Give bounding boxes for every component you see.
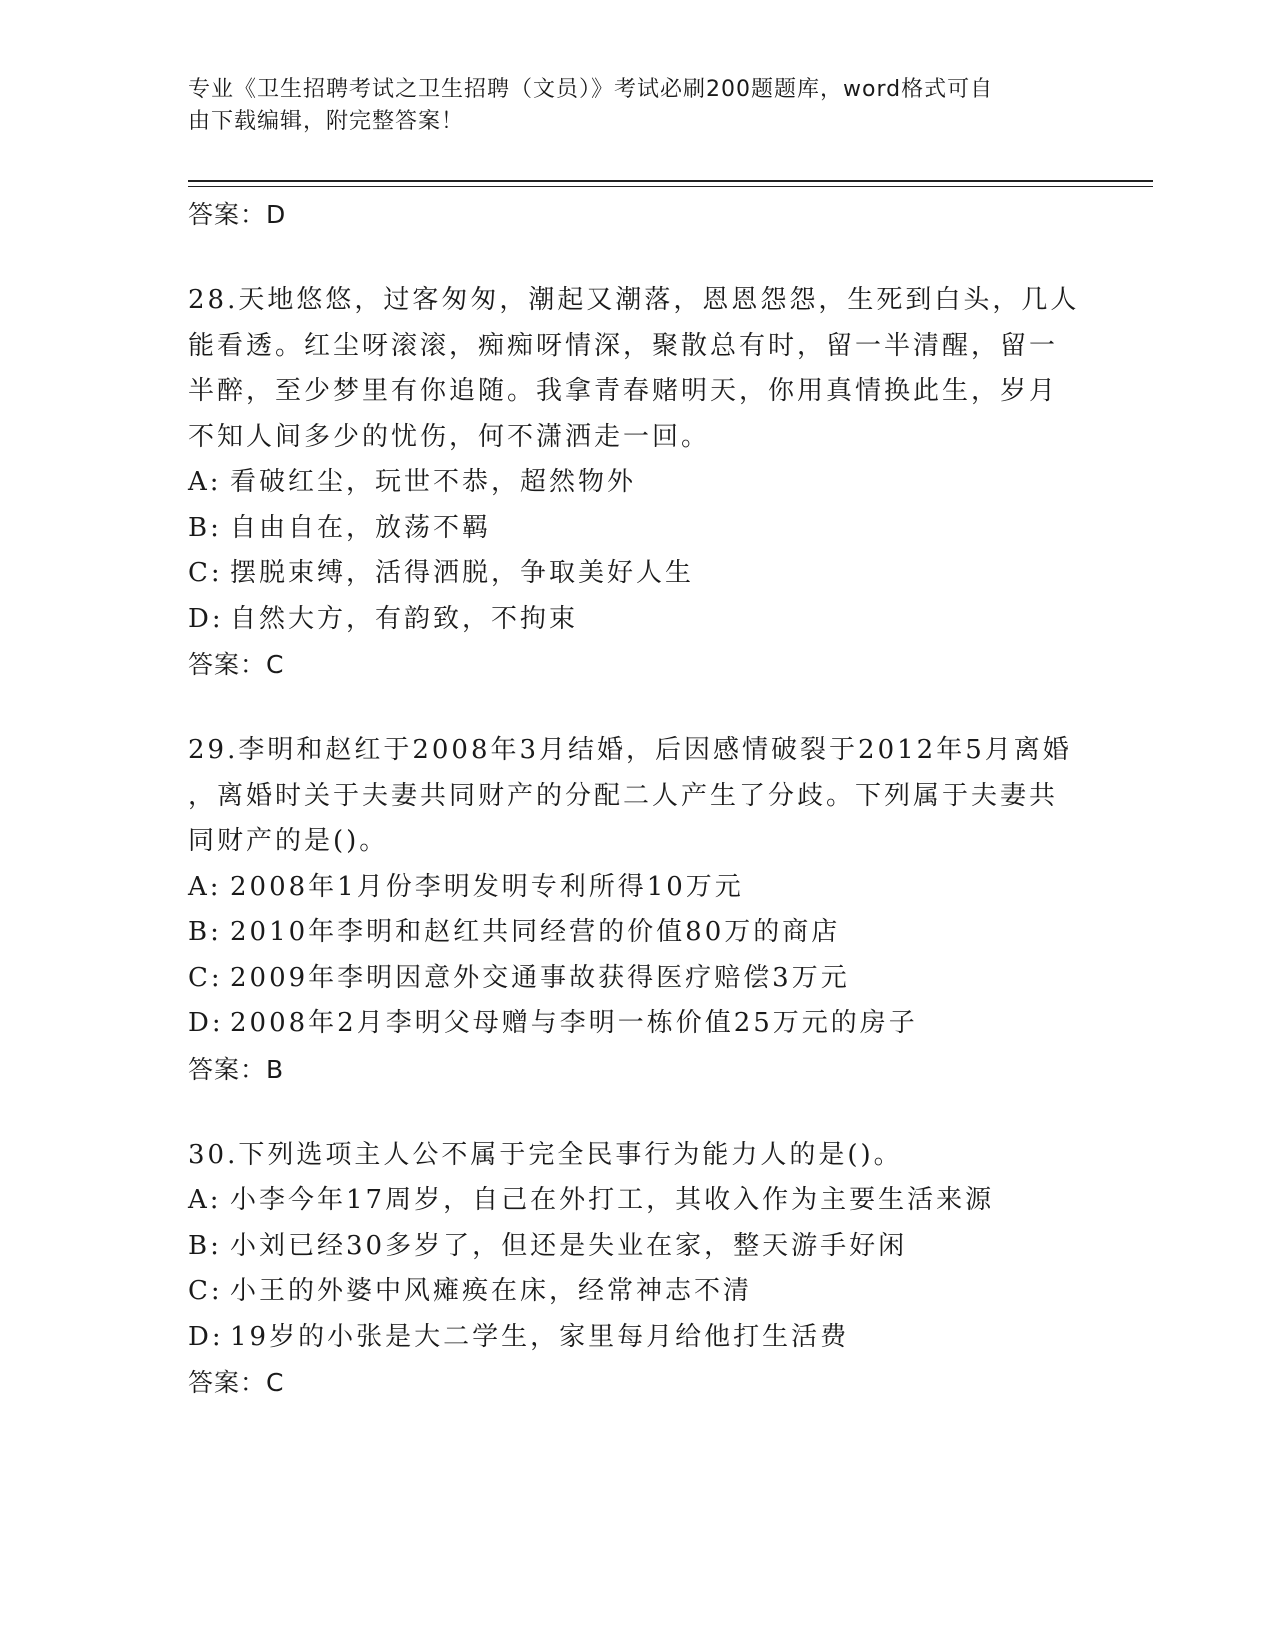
option-c	[188, 551, 1088, 597]
option-c	[188, 1269, 1088, 1315]
question-stem	[188, 1133, 1088, 1179]
option-text: 19岁的小张是大二学生，家里每月给他打生活费	[230, 1321, 850, 1352]
option-text: 小李今年17周岁，自己在外打工，其收入作为主要生活来源	[230, 1185, 995, 1215]
option-d	[188, 1315, 1088, 1361]
option-text: 2010年李明和赵红共同经营的价值80万的商店	[230, 917, 841, 947]
header-divider-thin	[188, 186, 1153, 187]
option-key: C:	[188, 1276, 223, 1306]
option-text: 2009年李明因意外交通事故获得医疗赔偿3万元	[230, 962, 850, 993]
option-d	[188, 597, 1088, 643]
question-stem	[188, 278, 1088, 460]
stem-line: ，离婚时关于夫妻共同财产的分配二人产生了分歧。下列属于夫妻共	[188, 780, 1059, 811]
option-key: B:	[188, 512, 222, 543]
stem-line: 半醉，至少梦里有你追随。我拿青春赌明天，你用真情换此生，岁月	[188, 376, 1059, 406]
option-a	[188, 865, 1088, 911]
option-key: B:	[188, 1230, 222, 1261]
stem-line: 同财产的是()。	[188, 826, 389, 856]
question-30	[188, 1133, 1088, 1407]
stem-line: 29.李明和赵红于2008年3月结婚，后因感情破裂于2012年5月离婚	[188, 735, 1072, 765]
stem-line: 不知人间多少的忧伤，何不潇洒走一回。	[188, 421, 711, 452]
option-text: 自由自在，放荡不羁	[230, 512, 492, 543]
option-text: 小王的外婆中风瘫痪在床，经常神志不清	[230, 1276, 753, 1306]
answer-line: 答案：C	[188, 650, 285, 679]
option-key: D:	[188, 603, 224, 634]
option-a	[188, 1178, 1088, 1224]
option-key: C:	[188, 962, 223, 993]
header-line-2: 由下载编辑，附完整答案！	[188, 109, 465, 134]
option-key: A:	[188, 871, 222, 902]
option-d	[188, 1001, 1088, 1047]
option-text: 2008年1月份李明发明专利所得10万元	[230, 871, 744, 902]
option-key: C:	[188, 558, 223, 588]
option-text: 2008年2月李明父母赠与李明一栋价值25万元的房子	[230, 1008, 918, 1038]
option-key: A:	[188, 1185, 222, 1215]
option-key: B:	[188, 917, 222, 947]
option-text: 小刘已经30多岁了，但还是失业在家，整天游手好闲	[230, 1230, 908, 1261]
option-key: D:	[188, 1008, 224, 1038]
stem-line: 30.下列选项主人公不属于完全民事行为能力人的是()。	[188, 1139, 903, 1170]
header-line-1: 专业《卫生招聘考试之卫生招聘（文员）》考试必刷200题题库，word格式可自	[188, 77, 994, 102]
question-28	[188, 278, 1088, 688]
option-b	[188, 506, 1088, 552]
page-header	[188, 74, 1088, 138]
stem-line: 能看透。红尘呀滚滚，痴痴呀情深，聚散总有时，留一半清醒，留一	[188, 330, 1059, 361]
stem-line: 28.天地悠悠，过客匆匆，潮起又潮落，恩恩怨怨，生死到白头，几人	[188, 285, 1080, 315]
option-text: 看破红尘，玩世不恭，超然物外	[230, 467, 637, 497]
answer-line: 答案：B	[188, 1054, 285, 1084]
option-a	[188, 460, 1088, 506]
answer-line: 答案：C	[188, 1368, 285, 1397]
option-key: D:	[188, 1321, 224, 1352]
question-29	[188, 728, 1088, 1093]
answer-line: 答案：D	[188, 200, 287, 229]
option-b	[188, 1224, 1088, 1270]
option-text: 摆脱束缚，活得洒脱，争取美好人生	[230, 558, 695, 588]
question-stem	[188, 728, 1088, 865]
question-list	[188, 190, 1088, 1406]
option-text: 自然大方，有韵致，不拘束	[230, 603, 579, 634]
option-c	[188, 956, 1088, 1002]
option-key: A:	[188, 467, 222, 497]
option-b	[188, 910, 1088, 956]
header-divider	[188, 180, 1153, 182]
